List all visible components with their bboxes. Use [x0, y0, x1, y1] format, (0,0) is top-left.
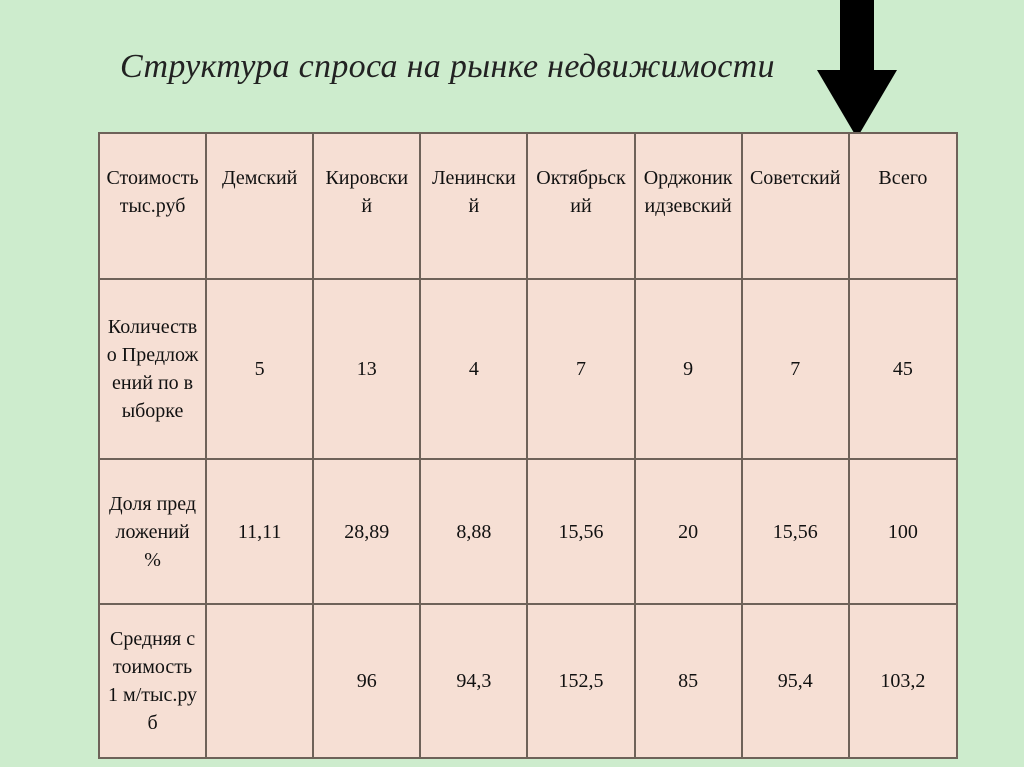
- arrow-down-icon: [817, 0, 897, 140]
- table-cell: 103,2: [849, 604, 957, 758]
- header-cell-cost: Стоимость тыс.руб: [99, 133, 206, 279]
- table-cell: 94,3: [420, 604, 527, 758]
- table-cell: 9: [635, 279, 742, 459]
- table-cell: 100: [849, 459, 957, 604]
- table-cell: 15,56: [527, 459, 634, 604]
- header-cell-demsky: Демский: [206, 133, 313, 279]
- slide-title: Структура спроса на рынке недвижимости: [120, 48, 775, 85]
- table-row: [99, 279, 957, 459]
- table-row: [99, 604, 957, 758]
- header-cell-kirovsky: Кировский: [313, 133, 420, 279]
- table-cell: 45: [849, 279, 957, 459]
- table-cell: [206, 604, 313, 758]
- table-cell: 85: [635, 604, 742, 758]
- table-cell: 7: [742, 279, 849, 459]
- header-cell-oktyabrsky: Октябрьский: [527, 133, 634, 279]
- table-row: [99, 459, 957, 604]
- row-label-share: Доля предложений %: [99, 459, 206, 604]
- table-header-row: [99, 133, 957, 279]
- table-cell: 13: [313, 279, 420, 459]
- demand-structure-table: [98, 132, 958, 759]
- table-cell: 11,11: [206, 459, 313, 604]
- table-cell: 15,56: [742, 459, 849, 604]
- table-cell: 152,5: [527, 604, 634, 758]
- header-cell-total: Всего: [849, 133, 957, 279]
- table-cell: 8,88: [420, 459, 527, 604]
- table-cell: 20: [635, 459, 742, 604]
- table-cell: 5: [206, 279, 313, 459]
- header-cell-ordzhonikidzevsky: Орджоникидзевский: [635, 133, 742, 279]
- row-label-avg-cost: Средняя стоимость 1 м/тыс.руб: [99, 604, 206, 758]
- table-cell: 4: [420, 279, 527, 459]
- header-cell-leninsky: Ленинский: [420, 133, 527, 279]
- header-cell-sovetsky: Советский: [742, 133, 849, 279]
- table-cell: 7: [527, 279, 634, 459]
- table-cell: 95,4: [742, 604, 849, 758]
- table-cell: 96: [313, 604, 420, 758]
- row-label-count: Количество Предложений по выборке: [99, 279, 206, 459]
- table-cell: 28,89: [313, 459, 420, 604]
